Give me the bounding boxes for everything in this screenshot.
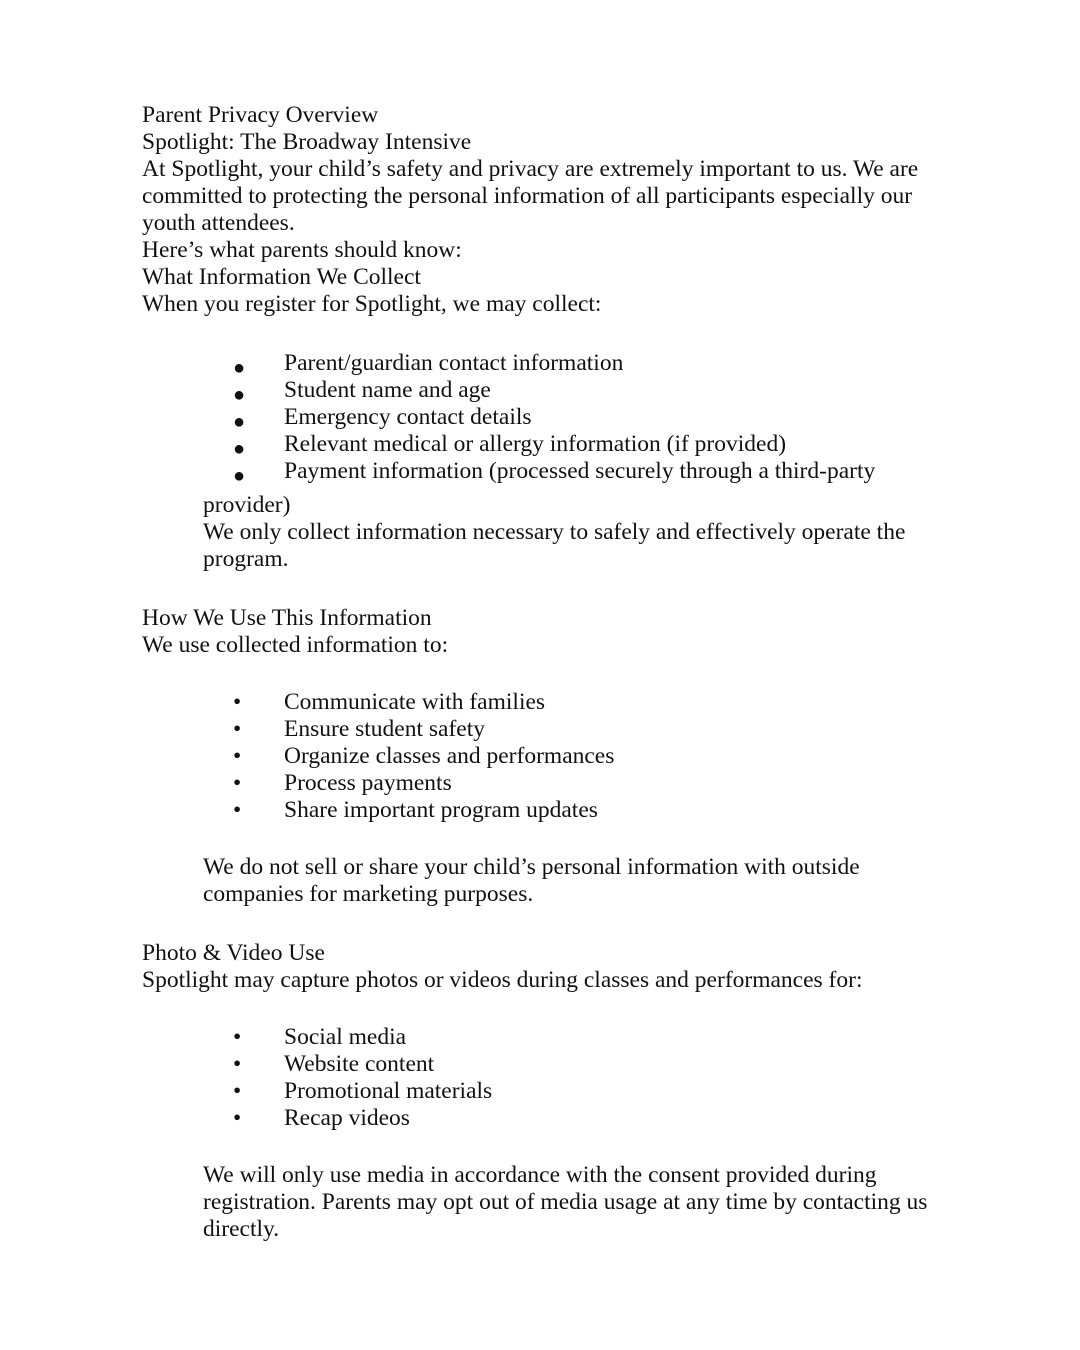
collect-heading: What Information We Collect [142,264,421,290]
lead-line: Here’s what parents should know: [142,237,462,263]
bullet-dot: ● [233,438,246,460]
use-list [142,689,962,824]
bullet-round: • [233,1024,242,1050]
list-item: • Communicate with families [233,689,546,715]
media-list [142,1024,962,1132]
collect-note: We only collect information necessary to safely and effectively operate the program. [203,519,906,572]
list-item: ● Relevant medical or allergy information (if provided) [142,431,962,458]
page-subtitle: Spotlight: The Broadway Intensive [142,129,472,155]
collect-lead: When you register for Spotlight, we may collect: [142,291,602,317]
list-item: • Website content [233,1051,435,1077]
intro-paragraph: At Spotlight, your child’s safety and privacy are extremely important to us. We are committed to protecting the personal information of all participants especially our youth attendees. [142,156,919,236]
bullet-dot: ● [233,465,246,487]
list-item: • Ensure student safety [233,716,486,742]
page-title: Parent Privacy Overview [142,102,379,128]
list-item: ● Payment information (processed securely through a third-party [142,458,962,485]
collect-continuation: provider) [203,492,291,518]
bullet-round: • [233,797,242,823]
bullet-round: • [233,1051,242,1077]
document-page [142,102,962,1243]
collect-list [142,350,962,485]
media-lead: Spotlight may capture photos or videos during classes and performances for: [142,967,863,993]
bullet-dot: ● [233,357,246,379]
media-note: We will only use media in accordance with the consent provided during registration. Parents may opt out of media usage at any time by contacting us directly. [203,1162,928,1242]
bullet-dot: ● [233,384,246,406]
use-lead: We use collected information to: [142,632,449,658]
bullet-round: • [233,689,242,715]
list-item: • Process payments [233,770,452,796]
list-item: • Promotional materials [233,1078,493,1104]
list-item: ● Emergency contact details [142,404,962,431]
list-item: • Recap videos [233,1105,410,1131]
bullet-dot: ● [233,411,246,433]
collect-section [142,264,962,573]
use-note: We do not sell or share your child’s personal information with outside companies for marketing purposes. [203,854,860,907]
list-item: ● Parent/guardian contact information [142,350,962,377]
media-section [142,940,962,1243]
bullet-round: • [233,770,242,796]
bullet-round: • [233,1105,242,1131]
use-section [142,605,962,908]
list-item: • Social media [233,1024,407,1050]
bullet-round: • [233,743,242,769]
media-heading: Photo & Video Use [142,940,325,966]
bullet-round: • [233,716,242,742]
list-item: • Organize classes and performances [233,743,615,769]
bullet-round: • [233,1078,242,1104]
list-item: • Share important program updates [233,797,598,823]
use-heading: How We Use This Information [142,605,432,631]
list-item: ● Student name and age [142,377,962,404]
